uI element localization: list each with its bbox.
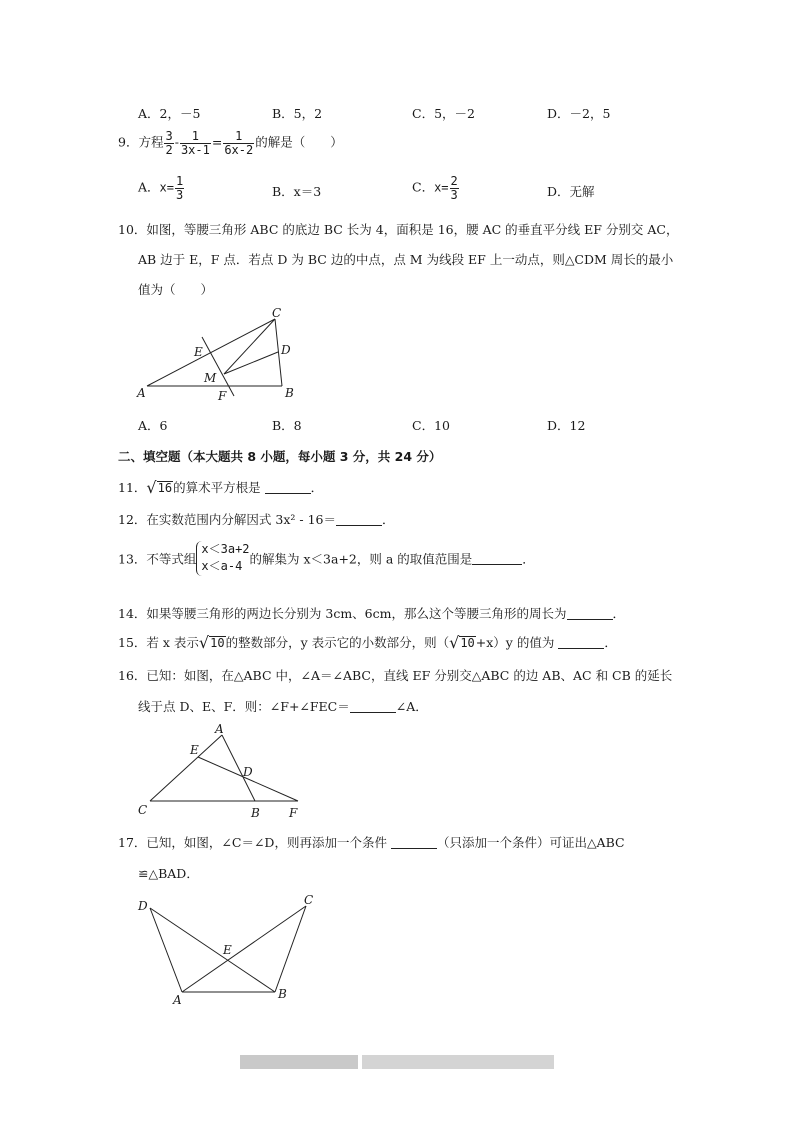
q10-line-ef: [202, 337, 234, 396]
q9-question: [118, 130, 343, 156]
q9-number: 9．: [118, 134, 139, 150]
q11-question: 11．√16的算术平方根是 ．: [118, 478, 324, 497]
q17-seg-da: [150, 908, 182, 992]
q15-answer-blank[interactable]: [558, 636, 604, 649]
q16-label-a: A: [215, 722, 224, 736]
q17-seg-db: [150, 908, 275, 992]
q17-label-c: C: [304, 893, 314, 907]
q15-question: 15．若 x 表示√10的整数部分，y 表示它的小数部分，则（√10+x）y 的值为 ．: [118, 633, 617, 652]
q16-answer-blank[interactable]: [350, 700, 396, 713]
q16-label-d: D: [243, 765, 253, 779]
q10-label-d: D: [281, 343, 291, 357]
footer-watermark-right: [362, 1055, 554, 1069]
q17-line-1: 17．已知，如图，∠C＝∠D，则再添加一个条件 （只添加一个条件）可证出△ABC: [118, 835, 625, 850]
q8-option-c: C．5，－2: [412, 106, 475, 121]
q8-option-b: B．5，2: [272, 106, 323, 121]
q10-line-1: 10．如图，等腰三角形 ABC 的底边 BC 长为 4，面积是 16，腰 AC 的垂直平分线 EF 分别交 AC，: [118, 222, 679, 237]
q9-option-c: C．x= $\frac{2}{3}$: [412, 174, 458, 202]
q9-post: 的解是（ ）: [255, 134, 343, 150]
q10-option-b: B．8: [272, 418, 302, 433]
q9-pre: 方程: [138, 134, 164, 150]
q9-option-b: B．x＝3: [272, 184, 322, 199]
q13-inequality-system: x＜3a+2 x＜a-4: [196, 541, 249, 576]
q9-minus: -: [174, 134, 179, 150]
q10-line-3: 值为（ ）: [138, 282, 214, 297]
q11-radicand: 16: [157, 481, 173, 495]
q9-option-d: D．无解: [547, 184, 595, 199]
q17-line-2: ≌△BAD．: [138, 866, 199, 881]
q9-fraction-3: $\frac{1}{6x-2}$: [224, 129, 254, 157]
q10-label-m: M: [204, 371, 217, 385]
q9-fraction-1: $\frac{3}{2}$: [165, 129, 173, 157]
q13-question: 13．不等式组 x＜3a+2 x＜a-4 的解集为 x＜3a+2，则 a 的取值范围是 ．: [118, 541, 535, 576]
section-2-title: 二、填空题（本大题共 8 小题，每小题 3 分，共 24 分）: [118, 449, 442, 464]
q10-figure: [132, 304, 312, 404]
q16-label-b: B: [251, 806, 260, 820]
q17-seg-bc: [275, 906, 306, 992]
q14-answer-blank[interactable]: [567, 607, 613, 620]
q12-question: 12．在实数范围内分解因式 3x² - 16＝ ．: [118, 512, 395, 527]
q11-answer-blank[interactable]: [265, 481, 311, 494]
q10-label-c: C: [272, 306, 282, 320]
q17-figure: [130, 892, 330, 1007]
q16-label-e: E: [190, 743, 199, 757]
q10-seg-cm: [224, 319, 275, 374]
q10-option-a: A．6: [138, 418, 168, 433]
q13-answer-blank[interactable]: [472, 552, 522, 565]
q17-label-b: B: [278, 987, 287, 1001]
q17-label-a: A: [173, 993, 182, 1007]
q16-label-f: F: [289, 806, 298, 820]
q14-question: 14．如果等腰三角形的两边长分别为 3cm、6cm，那么这个等腰三角形的周长为 ．: [118, 606, 626, 621]
q10-option-c: C．10: [412, 418, 450, 433]
q10-label-f: F: [218, 389, 227, 403]
q10-seg-dm: [224, 352, 278, 374]
q10-line-2: AB 边于 E，F 点．若点 D 为 BC 边的中点，点 M 为线段 EF 上一动点，则△CDM 周长的最小: [138, 252, 674, 267]
q17-seg-ac: [182, 906, 306, 992]
q16-seg-ca: [150, 735, 222, 801]
footer-watermark-left: [240, 1055, 358, 1069]
q16-line-2: 线于点 D、E、F．则：∠F+∠FEC＝ ∠A．: [138, 699, 428, 714]
q8-option-d: D．－2，5: [547, 106, 611, 121]
q10-label-a: A: [137, 386, 146, 400]
q10-label-b: B: [285, 386, 294, 400]
q8-option-a: A．2，－5: [138, 106, 201, 121]
q9-fraction-2: $\frac{1}{3x-1}$: [180, 129, 210, 157]
q17-label-e: E: [223, 943, 232, 957]
q16-line-1: 16．已知：如图，在△ABC 中，∠A＝∠ABC，直线 EF 分别交△ABC 的边 AB、AC 和 CB 的延长: [118, 668, 673, 683]
q9-option-a: A．x= $\frac{1}{3}$: [138, 174, 184, 202]
q16-line-ef: [198, 757, 298, 801]
q9-equals: =: [211, 134, 223, 150]
q10-label-e: E: [194, 345, 203, 359]
q17-label-d: D: [138, 899, 148, 913]
q10-option-d: D．12: [547, 418, 586, 433]
q16-label-c: C: [138, 803, 148, 817]
q12-answer-blank[interactable]: [336, 513, 382, 526]
q16-figure: [130, 720, 310, 820]
q17-answer-blank[interactable]: [391, 836, 437, 849]
